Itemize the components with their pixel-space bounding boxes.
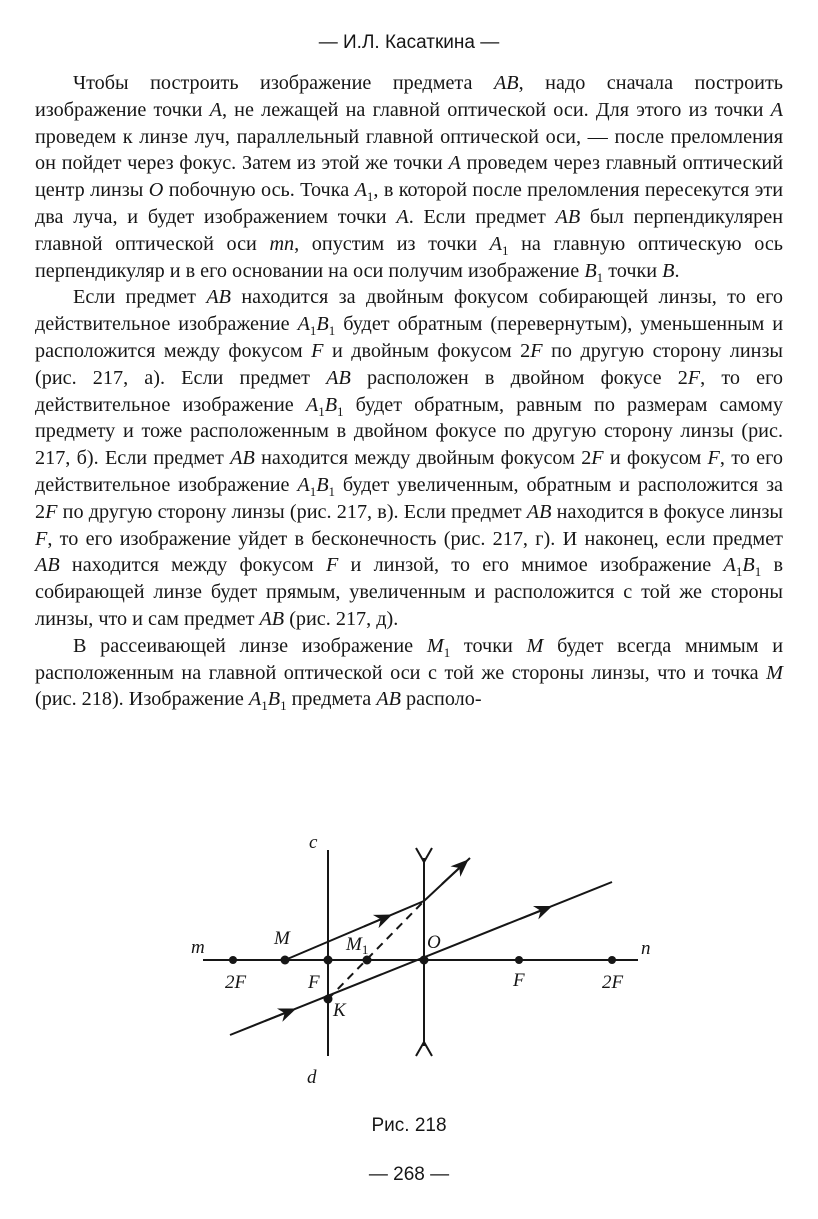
math-symbol: M: [766, 661, 783, 684]
math-symbol: A: [770, 98, 784, 121]
lens-diagram: [170, 828, 650, 1098]
subscript: 1: [735, 564, 743, 580]
point-o: [420, 956, 429, 965]
subscript: 1: [366, 189, 374, 205]
label-n-axis: n: [641, 938, 651, 959]
math-symbol: F: [530, 339, 543, 362]
math-symbol: B: [584, 259, 597, 282]
subscript: 1: [596, 269, 604, 285]
math-symbol: AB: [35, 554, 60, 577]
math-symbol: AB: [493, 72, 519, 94]
point-k: [324, 995, 333, 1004]
math-symbol: B: [316, 313, 329, 336]
subscript: 1: [280, 698, 287, 714]
body-text: [35, 70, 783, 713]
page-number: — 268 —: [368, 1164, 450, 1185]
math-symbol: AB: [230, 447, 255, 470]
label-m-axis: m: [191, 937, 205, 958]
label-point-m1: $M_1$: [346, 934, 369, 957]
label-2f-left: 2F: [225, 972, 247, 993]
math-symbol: AB: [206, 286, 231, 309]
math-symbol: A: [396, 205, 409, 228]
figure-caption: Рис. 218: [371, 1115, 447, 1136]
paragraph: Чтобы построить изображение предмета AB, надо сначала построить изображение точки A, не лежащей на главной оптической оси. Для этого из точки A проведем к линзе луч, параллельный главной оптической оси, — после преломления он пойдет через фокус. Затем из этой же точки A проведем через главный оптический центр линзы O побочную ось. Точка $A_1$, в которой после преломления пересекутся эти два луча, и будет изображением точки A. Если предмет AB был перпендикулярен главной оптической оси mn, опустим из точки $A_1$ на главную оптическую ось перпендикуляр и в его основании на оси получим изображение $B_1$ точки B.: [35, 72, 784, 285]
math-symbol: AB: [259, 607, 285, 630]
figure-218: [170, 828, 650, 1098]
subscript: 1: [309, 483, 317, 499]
point-2f-left: [229, 956, 237, 964]
math-symbol: B: [316, 473, 329, 496]
math-symbol: A: [297, 313, 310, 336]
math-symbol: A: [297, 473, 310, 496]
label-c: c: [309, 832, 318, 853]
math-symbol: A: [209, 98, 222, 121]
math-symbol: M: [426, 634, 444, 657]
ray-arrow: [364, 918, 384, 927]
subscript: 1: [328, 483, 336, 499]
ray-arrow: [520, 909, 544, 919]
label-f-right: F: [513, 970, 525, 991]
math-symbol: AB: [555, 205, 581, 228]
math-symbol: O: [148, 179, 164, 202]
math-symbol: B: [324, 393, 338, 416]
point-f-left: [324, 956, 333, 965]
point-2f-right: [608, 956, 616, 964]
paragraph: В рассеивающей линзе изображение $M_1$ точки M будет всегда мнимым и расположенным на главной оптической оси с той же стороны линзы, что и точка M (рис. 218). Изображение $A_1B_1$ предмета AB располо-: [35, 634, 784, 714]
math-symbol: B: [742, 554, 755, 577]
math-symbol: F: [707, 447, 720, 470]
math-symbol: F: [311, 339, 324, 362]
point-m: [281, 956, 290, 965]
math-symbol: B: [267, 688, 281, 711]
subscript: 1: [261, 698, 268, 714]
label-f-left: F: [308, 972, 320, 993]
math-symbol: AB: [326, 366, 351, 389]
math-symbol: AB: [526, 500, 552, 523]
math-symbol: AB: [376, 688, 401, 711]
math-symbol: A: [305, 393, 319, 416]
math-symbol: A: [248, 688, 262, 711]
subscript: 1: [754, 564, 762, 580]
math-symbol: F: [45, 500, 58, 523]
math-symbol: A: [489, 232, 502, 255]
math-symbol: B: [662, 259, 675, 282]
ray-arrow: [442, 866, 462, 885]
math-symbol: A: [354, 179, 367, 202]
point-f-right: [515, 956, 523, 964]
math-symbol: A: [723, 554, 736, 577]
paragraph: Если предмет AB находится за двойным фокусом собирающей линзы, то его действительное изображение $A_1B_1$ будет обратным (перевернутым), уменьшенным и расположится между фокусом F и двойным фокусом 2F по другую сторону линзы (рис. 217, а). Если предмет AB расположен в двойном фокусе 2F, то его действительное изображение $A_1B_1$ будет обратным, равным по размерам самому предмету и тоже расположенным в двойном фокусе по другую сторону линзы (рис. 217, б). Если предмет AB находится между двойным фокусом 2F и фокусом F, то его действительное изображение $A_1B_1$ будет увеличенным, обратным и расположится за 2F по другую сторону линзы (рис. 217, в). Если предмет AB находится в фокусе линзы F, то его изображение уйдет в бесконечность (рис. 217, г). И наконец, если предмет AB находится между фокусом F и линзой, то его мнимое изображение $A_1B_1$ в собирающей линзе будет прямым, увеличенным и расположится с той же стороны линзы, что и сам предмет AB (рис. 217, д).: [35, 286, 784, 630]
math-symbol: F: [591, 447, 604, 470]
label-point-m: M: [274, 928, 290, 949]
label-point-k: K: [333, 1000, 346, 1021]
subscript: 1: [318, 403, 325, 419]
dashed-construction-line: [328, 901, 424, 999]
math-symbol: A: [448, 152, 461, 175]
label-point-o: O: [427, 932, 441, 953]
label-d: d: [307, 1067, 317, 1088]
subscript: 1: [337, 403, 344, 419]
math-symbol: F: [35, 527, 48, 550]
subscript: 1: [309, 323, 317, 339]
label-2f-right: 2F: [602, 972, 624, 993]
math-symbol: mn: [269, 232, 295, 255]
subscript: 1: [328, 323, 336, 339]
subscript: 1: [443, 644, 451, 660]
math-symbol: F: [687, 366, 701, 389]
subscript: 1: [501, 242, 509, 258]
math-symbol: F: [325, 554, 339, 577]
ray-arrow: [265, 1012, 288, 1021]
math-symbol: M: [526, 634, 544, 657]
running-header: — И.Л. Касаткина —: [318, 32, 500, 53]
